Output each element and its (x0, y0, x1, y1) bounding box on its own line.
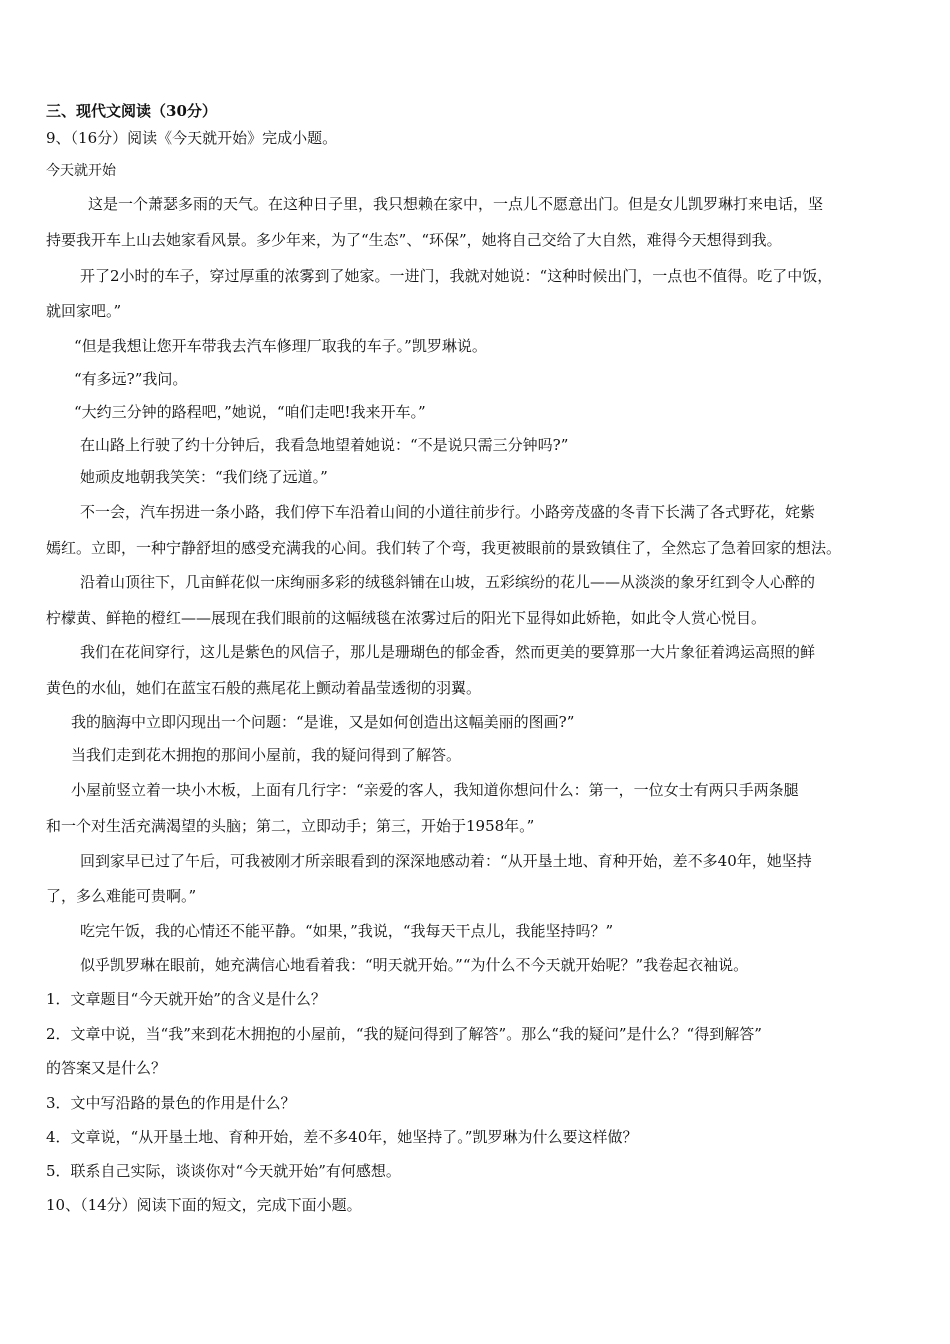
question-10-intro: 10、（14分）阅读下面的短文，完成下面小题。 (46, 1196, 362, 1214)
article-line: 就回家吧。” (46, 302, 122, 320)
sub-question: 1．文章题目“今天就开始”的含义是什么？ (46, 990, 326, 1008)
sub-question: 3．文中写沿路的景色的作用是什么？ (46, 1094, 296, 1112)
section-heading: 三、现代文阅读（30分） (46, 102, 217, 120)
article-line: 嫣红。立即，一种宁静舒坦的感受充满我的心间。我们转了个弯，我更被眼前的景致镇住了，全然忘了急着回家的想法。 (46, 539, 842, 557)
article-line: “有多远?”我问。 (74, 370, 188, 388)
article-line: 她顽皮地朝我笑笑：“我们绕了远道。” (80, 468, 328, 486)
sub-question: 的答案又是什么？ (46, 1059, 167, 1077)
article-line: 似乎凯罗琳在眼前，她充满信心地看着我：“明天就开始。”“为什么不今天就开始呢？”我卷起衣袖说。 (80, 956, 749, 974)
article-line: 柠檬黄、鲜艳的橙红——展现在我们眼前的这幅绒毯在浓雾过后的阳光下显得如此娇艳，如此令人赏心悦目。 (46, 609, 767, 627)
question-9-intro: 9、（16分）阅读《今天就开始》完成小题。 (46, 129, 338, 147)
article-line: “但是我想让您开车带我去汽车修理厂取我的车子。”凯罗琳说。 (74, 337, 487, 355)
article-title: 今天就开始 (46, 163, 116, 179)
article-line: 和一个对生活充满渴望的头脑；第二，立即动手；第三，开始于1958年。” (46, 817, 535, 835)
article-line: 这是一个萧瑟多雨的天气。在这种日子里，我只想赖在家中，一点儿不愿意出门。但是女儿凯罗琳打来电话，坚 (88, 195, 824, 213)
article-line: “大约三分钟的路程吧，”她说，“咱们走吧!我来开车。” (74, 403, 426, 421)
article-line: 小屋前竖立着一块小木板，上面有几行字：“亲爱的客人，我知道你想问什么：第一，一位女士有两只手两条腿 (71, 781, 799, 799)
article-line: 当我们走到花木拥抱的那间小屋前，我的疑问得到了解答。 (71, 746, 462, 764)
article-line: 吃完午饭，我的心情还不能平静。“如果，”我说，“我每天干点儿，我能坚持吗？” (80, 922, 614, 940)
article-line: 持要我开车上山去她家看风景。多少年来，为了“生态”、“环保”，她将自己交给了大自然，难得今天想得到我。 (46, 231, 782, 249)
sub-question: 5．联系自己实际，谈谈你对“今天就开始”有何感想。 (46, 1162, 401, 1180)
article-line: 在山路上行驶了约十分钟后，我看急地望着她说：“不是说只需三分钟吗?” (80, 436, 569, 454)
article-line: 不一会，汽车拐进一条小路，我们停下车沿着山间的小道往前步行。小路旁茂盛的冬青下长满了各式野花，姹紫 (80, 503, 816, 521)
article-line: 了，多么难能可贵啊。” (46, 887, 197, 905)
article-line: 回到家早已过了午后，可我被刚才所亲眼看到的深深地感动着：“从开垦土地、育种开始，差不多40年，她坚持 (80, 852, 812, 870)
article-line: 沿着山顶往下，几亩鲜花似一床绚丽多彩的绒毯斜铺在山坡，五彩缤纷的花儿——从淡淡的象牙红到令人心醉的 (80, 573, 816, 591)
article-line: 黄色的水仙，她们在蓝宝石般的燕尾花上颤动着晶莹透彻的羽翼。 (46, 679, 482, 697)
article-line: 我们在花间穿行，这儿是紫色的风信子，那儿是珊瑚色的郁金香，然而更美的要算那一大片象征着鸿运高照的鲜 (80, 643, 816, 661)
article-line: 开了2小时的车子，穿过厚重的浓雾到了她家。一进门，我就对她说：“这种时候出门，一点也不值得。吃了中饭， (80, 267, 833, 285)
sub-question: 2．文章中说，当“我”来到花木拥抱的小屋前，“我的疑问得到了解答”。那么“我的疑问”是什么？“得到解答” (46, 1025, 762, 1043)
sub-question: 4．文章说，“从开垦土地、育种开始，差不多40年，她坚持了。”凯罗琳为什么要这样做？ (46, 1128, 638, 1146)
article-line: 我的脑海中立即闪现出一个问题：“是谁，又是如何创造出这幅美丽的图画?” (71, 713, 575, 731)
